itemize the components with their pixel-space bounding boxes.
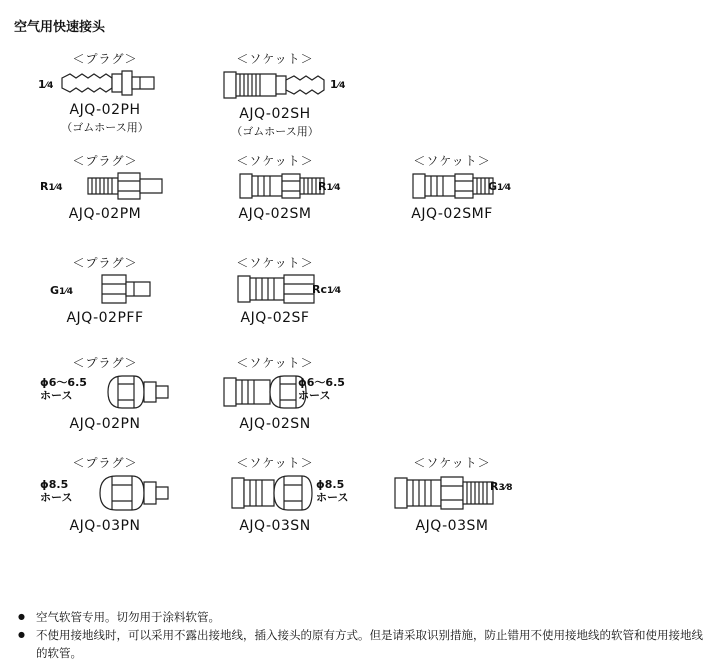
size-label: ϕ6～6.5 ホース xyxy=(298,376,345,402)
model-number: AJQ-02SM xyxy=(238,206,312,222)
size-label: ϕ8.5 ホース xyxy=(316,478,349,504)
size-label: ϕ8.5 ホース xyxy=(40,478,73,504)
model-number: AJQ-02PH xyxy=(69,102,141,118)
size-label: R1⁄4 xyxy=(318,180,341,193)
size-label: 1⁄4 xyxy=(330,78,346,91)
model-number: AJQ-02PFF xyxy=(66,310,144,326)
model-number: AJQ-02SH xyxy=(239,106,311,122)
usage-note: （ゴムホース用） xyxy=(61,121,149,134)
socket-hose-barb-drawing xyxy=(210,68,340,102)
model-number: AJQ-02SN xyxy=(239,416,311,432)
size-label: ϕ6～6.5 ホース xyxy=(40,376,87,402)
fitting-type-label: ＜プラグ＞ xyxy=(72,52,138,66)
model-number: AJQ-03PN xyxy=(69,518,141,534)
fitting-type-label: ＜ソケット＞ xyxy=(413,154,491,168)
page-title: 空气用快速接头 xyxy=(14,20,106,35)
fitting-type-label: ＜ソケット＞ xyxy=(236,52,314,66)
size-label: R1⁄4 xyxy=(40,180,63,193)
size-label: 1⁄4 xyxy=(38,78,54,91)
size-label: G1⁄4 xyxy=(50,284,74,297)
usage-note: （ゴムホース用） xyxy=(231,125,319,138)
fitting-ajq-02sh xyxy=(200,50,350,139)
fitting-type-label: ＜ソケット＞ xyxy=(236,154,314,168)
fitting-type-label: ＜ソケット＞ xyxy=(236,256,314,270)
note-item: ● 空气软管专用。切勿用于涂料软管。 xyxy=(18,608,708,626)
note-item: ● 不使用接地线时，可以采用不露出接地线，插入接头的原有方式。但是请采取识别措施，防止错用不使用接地线的软管和使用接地线的软管。 xyxy=(18,626,708,662)
model-number: AJQ-03SN xyxy=(239,518,311,534)
model-number: AJQ-02PN xyxy=(69,416,141,432)
model-number: AJQ-02SF xyxy=(240,310,310,326)
fitting-type-label: ＜プラグ＞ xyxy=(72,456,138,470)
notes-list xyxy=(18,608,708,662)
fitting-type-label: ＜プラグ＞ xyxy=(72,154,138,168)
size-label: R3⁄8 xyxy=(490,480,513,493)
model-number: AJQ-02PM xyxy=(68,206,142,222)
fitting-type-label: ＜ソケット＞ xyxy=(413,456,491,470)
plug-hose-barb-drawing xyxy=(40,68,170,98)
fitting-type-label: ＜プラグ＞ xyxy=(72,356,138,370)
fitting-type-label: ＜プラグ＞ xyxy=(72,256,138,270)
fitting-type-label: ＜ソケット＞ xyxy=(236,356,314,370)
model-number: AJQ-02SMF xyxy=(411,206,493,222)
size-label: G1⁄4 xyxy=(488,180,512,193)
model-number: AJQ-03SM xyxy=(415,518,489,534)
size-label: Rc1⁄4 xyxy=(312,283,342,296)
fitting-type-label: ＜ソケット＞ xyxy=(236,456,314,470)
